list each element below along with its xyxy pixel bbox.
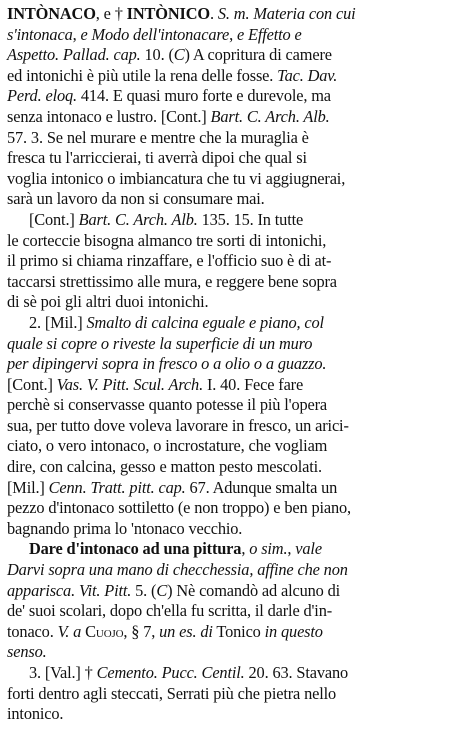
text-run: Dare d'intonaco ad una pittura	[28, 539, 242, 559]
text-run: , § 7,	[123, 621, 160, 641]
text-line	[7, 251, 462, 272]
text-run: e Modo dell'intonacare	[80, 24, 230, 44]
text-line	[7, 128, 462, 149]
text-line	[7, 375, 462, 396]
text-run: sarà un lavoro da non si consumare mai.	[7, 189, 265, 209]
text-run: ciato, o vero intonaco, o incrostature, che vogliam	[7, 436, 328, 456]
text-run: Cenn. Tratt. pitt. cap.	[48, 477, 186, 497]
text-line	[7, 704, 462, 725]
text-line	[7, 498, 462, 519]
text-line	[7, 601, 462, 622]
text-run: ,	[229, 24, 237, 44]
text-run: 135. 15. In tutte	[197, 209, 304, 229]
text-run: C	[173, 45, 185, 65]
text-line	[7, 334, 462, 355]
text-line	[7, 313, 469, 334]
text-line	[7, 86, 462, 107]
text-run: Tac. Dav.	[277, 65, 338, 85]
paragraph-cont-citation	[7, 210, 463, 313]
text-run: 2. [Mil.]	[28, 312, 87, 332]
text-run: Cuojo	[85, 621, 124, 641]
entry-text	[7, 4, 463, 725]
text-line	[7, 210, 469, 231]
text-run: in questo	[264, 621, 323, 641]
text-run: dire, con calcina, gesso e matton pesto mescolati.	[7, 457, 322, 477]
text-run: Aspetto. Pallad. cap.	[7, 45, 141, 65]
paragraph-phrase-dare	[7, 539, 463, 663]
text-run: Perd. eloq.	[7, 86, 77, 106]
text-run: quale si copre o riveste la superficie di un muro	[7, 333, 313, 353]
text-run: 67. Adunque smalta un	[185, 477, 338, 497]
text-run: ,	[241, 539, 250, 559]
text-run: 57. 3. Se nel murare e mentre che la muraglia è	[7, 127, 309, 147]
text-run: intonico.	[7, 704, 64, 724]
text-run: S. m. Materia con cui	[217, 4, 356, 23]
text-line	[7, 148, 462, 169]
text-line	[7, 478, 462, 499]
text-run: apparisca. Vit. Pitt.	[7, 580, 132, 600]
text-run: , e †	[95, 4, 127, 23]
text-run: Vas. V. Pitt. Scul. Arch.	[56, 374, 204, 394]
text-run: ,	[72, 24, 81, 44]
text-run: I. 40. Fece fare	[203, 374, 304, 394]
text-run: Cemento. Pucc. Centil.	[96, 663, 245, 682]
text-run: 10. (	[140, 45, 174, 65]
text-run: V. a	[57, 621, 82, 641]
text-line	[7, 416, 462, 437]
text-run: .	[209, 4, 218, 23]
text-run: le corteccie bisogna almanco tre sorti di intonichi,	[7, 230, 327, 250]
text-run: Bart. C. Arch. Alb.	[210, 106, 330, 126]
text-run: o sim.	[249, 539, 288, 559]
paragraph-entry-head	[7, 4, 463, 210]
text-line	[7, 560, 462, 581]
text-run: taccarsi strettissimo alle mura, e reggere bene sopra	[7, 271, 337, 291]
paragraph-sense-2	[7, 313, 463, 540]
text-line	[7, 642, 462, 663]
text-run: per dipingervi sopra in fresco o a olio o a guazzo.	[7, 354, 327, 374]
text-run: voglia intonico o imbiancatura che tu vi aggiugnerai,	[7, 168, 346, 188]
text-line	[7, 272, 462, 293]
text-run: Tonico	[212, 621, 265, 641]
text-line	[7, 519, 462, 540]
text-line	[7, 292, 462, 313]
text-run: ) Nè comandò ad alcuno di	[167, 580, 341, 600]
text-line	[7, 663, 469, 684]
text-line	[7, 622, 462, 643]
text-run: e Effetto e	[236, 24, 302, 44]
text-run: s'intonaca	[7, 24, 73, 44]
text-run: INTÒNACO	[7, 4, 96, 23]
text-line	[7, 457, 462, 478]
text-run: di sè poi gli altri duoi intonichi.	[7, 292, 209, 312]
text-line	[7, 169, 462, 190]
text-run: il primo si chiama rinzaffare, e l'officio suo è di at-	[7, 251, 332, 271]
text-line	[7, 107, 462, 128]
text-run: 5. (	[131, 580, 157, 600]
text-line	[7, 4, 462, 25]
text-run: [Mil.]	[7, 477, 49, 497]
text-line	[7, 45, 462, 66]
text-line	[7, 231, 462, 252]
text-run: tonaco.	[7, 621, 58, 641]
text-run: perchè si conservasse quanto potesse il più l'opera	[7, 395, 328, 415]
text-run: 414. E quasi muro forte e durevole, ma	[76, 86, 331, 106]
text-line	[7, 25, 462, 46]
text-run: fresca tu l'arriccierai, ti averrà dipoi che qual si	[7, 148, 307, 168]
text-run: un es. di	[159, 621, 213, 641]
text-run: senso.	[7, 642, 47, 662]
text-run: de' suoi scolari, dopo ch'ella fu scritta, il darle d'in-	[7, 601, 333, 621]
text-run: Darvi sopra una mano di checchessia, affine che non	[7, 560, 348, 580]
text-run: forti dentro agli steccati, Serrati più che pietra nello	[7, 683, 337, 703]
text-run: INTÒNICO	[126, 4, 210, 23]
text-line	[7, 436, 462, 457]
text-run: 20. 63. Stavano	[244, 663, 349, 682]
paragraph-sense-3	[7, 663, 463, 725]
text-run: senza intonaco e lustro. [Cont.]	[7, 106, 211, 126]
text-run: sua, per tutto dove voleva lavorare in fresco, un arici-	[7, 415, 349, 435]
text-run: ,	[287, 539, 296, 559]
text-run: Bart. C. Arch. Alb.	[78, 209, 198, 229]
text-run: [Cont.]	[7, 374, 57, 394]
text-run: pezzo d'intonaco sottiletto (e non troppo) e ben piano,	[7, 498, 351, 518]
text-line	[7, 66, 462, 87]
text-line	[7, 539, 469, 560]
text-line	[7, 581, 462, 602]
text-run: 3. [Val.] †	[28, 663, 97, 682]
text-line	[7, 684, 462, 705]
text-run: C	[156, 580, 168, 600]
text-run: ed intonichi è più utile la rena delle fosse.	[7, 65, 278, 85]
text-run: ) A copritura di camere	[184, 45, 332, 65]
text-run: bagnando prima lo 'ntonaco vecchio.	[7, 518, 243, 538]
text-run: Smalto di calcina eguale e piano, col	[86, 312, 324, 332]
text-line	[7, 395, 462, 416]
text-run: [Cont.]	[28, 209, 79, 229]
text-line	[7, 189, 462, 210]
text-run: vale	[295, 539, 322, 559]
text-line	[7, 354, 462, 375]
